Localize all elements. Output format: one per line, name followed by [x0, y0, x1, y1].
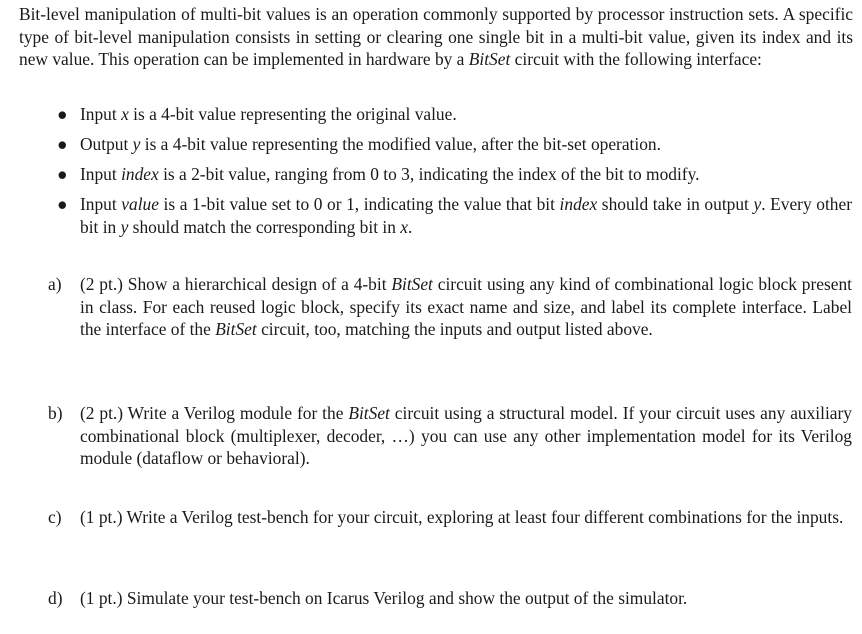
bullet-icon: ●: [57, 104, 68, 124]
circuit-name: BitSet: [391, 274, 433, 294]
question-a: [0, 273, 862, 341]
intro-text: Bit-level manipulation of multi-bit values is an operation commonly supported by processor instruction sets. A specific type of bit-level manipulation consists in setting or clearing one single bit in a multi-bit value, given its index and its new value. This operation can be implemented in hardware by a: [19, 4, 853, 70]
bullet-icon: ●: [57, 164, 68, 185]
variable-x: x: [121, 104, 129, 124]
variable-y: y: [753, 194, 762, 215]
variable-y: y: [120, 216, 129, 237]
question-text: (2 pt.) Show a hierarchical design of a 4-bit BitSet circuit using any kind of combinational logic block present in class. For each reused logic block, specify its exact name and size, and label its complete interface. Label the interface of the BitSet circuit, too, matching the inputs and output listed above.: [80, 274, 852, 340]
variable-x: x: [400, 216, 408, 237]
interface-list: [0, 103, 862, 246]
circuit-name: BitSet: [215, 319, 257, 340]
question-text: (1 pt.) Write a Verilog test-bench for your circuit, exploring at least four different combinations for the inputs.: [80, 507, 844, 527]
question-d: [0, 587, 862, 610]
question-text: (1 pt.) Simulate your test-bench on Icarus Verilog and show the output of the simulator.: [80, 588, 688, 608]
variable-index: index: [121, 164, 159, 185]
list-item: ● Input value is a 1-bit value set to 0 or 1, indicating the value that bit index should take in output y. Every other bit in y should match the corresponding bit in x.: [57, 194, 852, 237]
variable-value: value: [121, 194, 159, 215]
variable-index: index: [559, 194, 598, 215]
question-b: [0, 402, 862, 470]
list-item: ● Input x is a 4-bit value representing the original value.: [57, 104, 457, 124]
bullet-icon: ●: [57, 134, 68, 155]
question-letter: c): [48, 507, 62, 527]
list-item: ● Input index is a 2-bit value, ranging from 0 to 3, indicating the index of the bit to modify.: [57, 164, 700, 185]
question-c: [0, 506, 862, 529]
circuit-name: BitSet: [468, 49, 511, 70]
bullet-icon: ●: [57, 194, 68, 215]
intro-text-end: circuit with the following interface:: [510, 49, 762, 70]
circuit-name: BitSet: [348, 403, 390, 423]
question-letter: d): [48, 588, 63, 608]
question-letter: a): [48, 274, 62, 294]
question-text: (2 pt.) Write a Verilog module for the BitSet circuit using a structural model. If your circuit uses any auxiliary combinational block (multiplexer, decoder, …) you can use any other implementation model for its Verilog module (dataflow or behavioral).: [80, 403, 853, 469]
variable-y: y: [132, 134, 141, 155]
question-letter: b): [48, 403, 63, 423]
intro-paragraph: [19, 3, 853, 71]
list-item: ● Output y is a 4-bit value representing the modified value, after the bit-set operation.: [57, 134, 661, 155]
